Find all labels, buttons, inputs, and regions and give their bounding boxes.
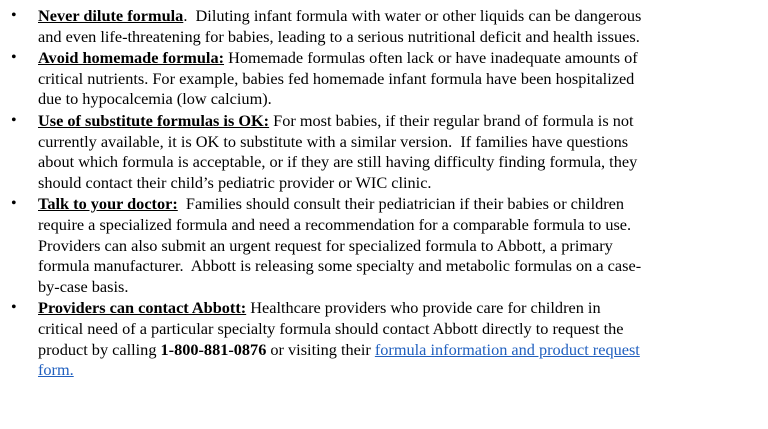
item-text: should contact their child’s pediatric provider or WIC clinic. <box>38 172 432 192</box>
item-text: and even life-threatening for babies, leading to a serious nutritional deficit and health issues. <box>38 26 640 46</box>
phone-number: 1-800-881-0876 <box>160 339 267 359</box>
item-heading: Never dilute formula <box>38 6 184 25</box>
item-text: product by calling <box>38 339 161 359</box>
bullet-icon: • <box>11 299 17 317</box>
bullet-icon: • <box>11 49 17 67</box>
bullet-icon: • <box>11 195 17 213</box>
item-heading-suffix: . <box>183 6 188 25</box>
list-item-contact-abbott <box>8 298 750 380</box>
item-text: critical nutrients. For example, babies fed homemade infant formula have been hospitalized <box>38 68 635 88</box>
item-text: Homemade formulas often lack or have inadequate amounts of <box>224 48 638 68</box>
item-text: currently available, it is OK to substitute with a similar version. If families have questions <box>38 131 629 151</box>
bullet-icon: • <box>11 7 17 24</box>
item-heading: Avoid homemade formula: <box>38 48 225 68</box>
item-text: Providers can also submit an urgent request for specialized formula to Abbott, a primary <box>38 235 613 255</box>
list-item-talk-to-doctor <box>8 194 750 297</box>
item-text: critical need of a particular specialty formula should contact Abbott directly to request the <box>38 318 624 338</box>
item-text: Families should consult their pediatrician if their babies or children <box>177 194 625 214</box>
item-text: or visiting their <box>266 339 375 359</box>
list-item-avoid-homemade <box>8 48 750 110</box>
item-text: For most babies, if their regular brand of formula is not <box>269 110 634 130</box>
bullet-icon: • <box>11 111 17 129</box>
item-heading: Use of substitute formulas is OK: <box>38 110 270 130</box>
item-text: Healthcare providers who provide care for children in <box>246 298 601 318</box>
formula-request-link-continued[interactable]: form. <box>38 360 74 380</box>
item-text: Diluting infant formula with water or other liquids can be dangerous <box>187 6 642 25</box>
item-text: due to hypocalcemia (low calcium). <box>38 89 272 109</box>
list-item-substitute-formulas <box>8 111 750 193</box>
item-heading: Talk to your doctor: <box>38 194 178 214</box>
item-text: require a specialized formula and need a recommendation for a comparable formula to use. <box>38 214 632 234</box>
list-item-never-dilute <box>8 6 750 47</box>
item-heading: Providers can contact Abbott: <box>38 298 247 318</box>
item-text: about which formula is acceptable, or if they are still having difficulty finding formula, they <box>38 152 638 172</box>
item-text: formula manufacturer. Abbott is releasing some specialty and metabolic formulas on a case- <box>38 256 642 276</box>
bullet-list <box>8 6 750 381</box>
item-text: by-case basis. <box>38 276 129 296</box>
formula-request-link[interactable]: formula information and product request <box>374 339 640 359</box>
